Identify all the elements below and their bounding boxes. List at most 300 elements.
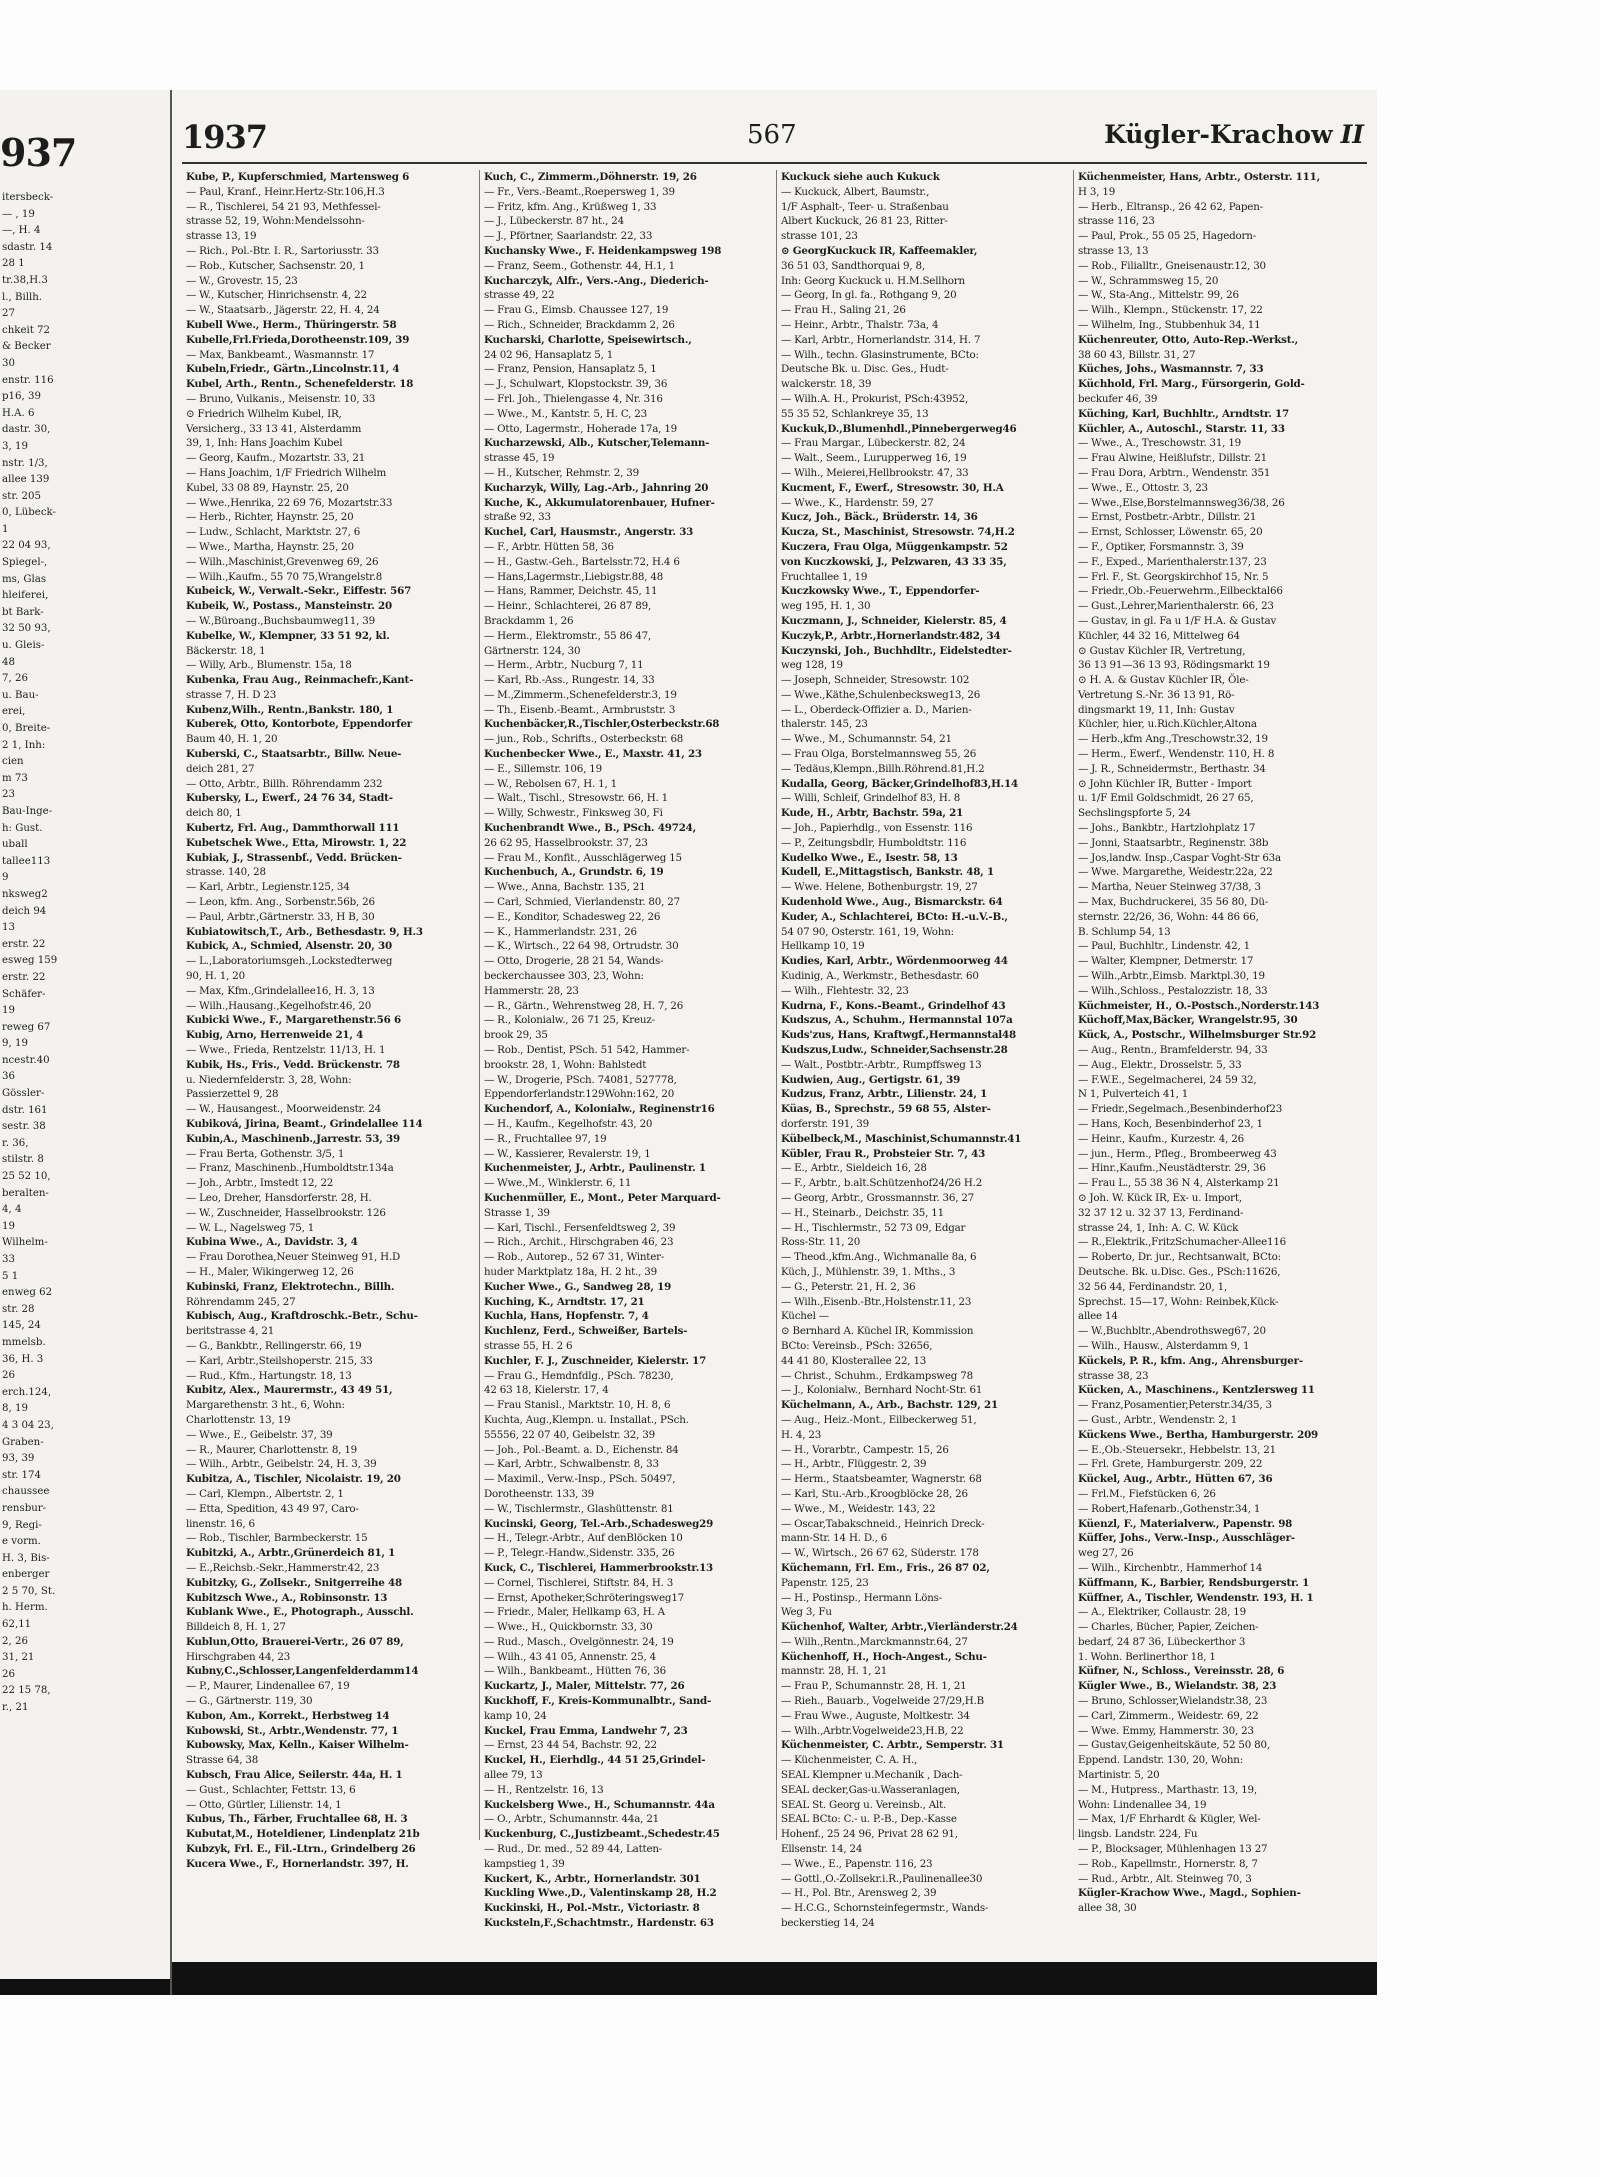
directory-entry-line: — Frau H., Saling 21, 26 [781,304,906,317]
directory-entry-name: Kubutat,M., Hoteldiener, Lindenplatz 21b [186,1828,420,1841]
directory-entry-line: — Ernst, Postbetr.-Arbtr., Dillstr. 21 [1078,511,1257,524]
directory-entry-line: — H., Gastw.-Geh., Bartelsstr.72, H.4 6 [484,555,680,568]
directory-entry-name: Küchmeister, H., O.-Postsch.,Norderstr.143 [1078,999,1320,1012]
directory-entry-line: — Aug., Heiz.-Mont., Eilbeckerweg 51, [781,1413,977,1426]
previous-page-line: chaussee [2,1486,50,1498]
previous-page-line: h: Gust. [2,822,43,834]
directory-entry-line: — Max, Buchdruckerei, 35 56 80, Dü- [1078,896,1269,909]
directory-entry-line: — Carl, Zimmerm., Weidestr. 69, 22 [1078,1709,1259,1722]
directory-entry-name: Kubiatowitsch,T., Arb., Bethesdastr. 9, H.3 [186,925,423,938]
directory-entry-line: strasse. 140, 28 [186,866,266,879]
directory-entry-line: strasse 38, 23 [1078,1369,1149,1382]
directory-entry-line: — Wilh.,Arbtr.,Eimsb. Marktpl.30, 19 [1078,970,1265,983]
directory-entry-name: Kuberski, C., Staatsarbtr., Billw. Neue- [186,748,402,761]
directory-entry-line: — Herm., Arbtr., Nucburg 7, 11 [484,659,644,672]
previous-page-line: 13 [2,922,15,934]
previous-page-line: 3, 19 [2,440,28,452]
directory-columns [182,170,1372,1930]
directory-entry-name: Kublank Wwe., E., Photograph., Ausschl. [186,1606,414,1619]
directory-entry-line: — Tedäus,Klempn.,Billh.Röhrend.81,H.2 [781,762,985,775]
directory-entry-line: — W.,Buchbltr.,Abendrothsweg67, 20 [1078,1325,1266,1338]
previous-page-line: H. 3, Bis- [2,1552,50,1564]
directory-entry-line: Ross-Str. 11, 20 [781,1236,861,1249]
directory-entry-line: — W., Rebolsen 67, H. 1, 1 [484,777,618,790]
directory-entry-line: ⊙ Joh. W. Kück IR, Ex- u. Import, [1078,1191,1242,1204]
directory-entry-name: Kudwien, Aug., Gertigstr. 61, 39 [781,1073,961,1086]
directory-entry-line: Hohenf., 25 24 96, Privat 28 62 91, [781,1828,958,1841]
directory-entry-line: — R., Maurer, Charlottenstr. 8, 19 [186,1443,358,1456]
previous-page-line: deich 94 [2,905,47,917]
directory-entry-name: Kuchansky Wwe., F. Heidenkampsweg 198 [484,244,722,257]
directory-entry-line: mannstr. 28, H. 1, 21 [781,1665,888,1678]
directory-entry-line: — R., Gärtn., Wehrenstweg 28, H. 7, 26 [484,999,684,1012]
directory-entry-line: — R., Kolonialw., 26 71 25, Kreuz- [484,1014,655,1027]
directory-entry-line: — H.C.G., Schornsteinfegermstr., Wands- [781,1902,989,1915]
previous-page-line: 145, 24 [2,1320,41,1332]
directory-entry-line: — Aug., Elektr., Drosselstr. 5, 33 [1078,1058,1242,1071]
directory-entry-line: — R., Fruchtallee 97, 19 [484,1132,607,1145]
directory-entry-line: — Wwe., E., Geibelstr. 37, 39 [186,1428,333,1441]
directory-entry-line: — Frl. F., St. Georgskirchhof 15, Nr. 5 [1078,570,1269,583]
directory-entry-name: Küchoff,Max,Bäcker, Wrangelstr.95, 30 [1078,1014,1298,1027]
directory-entry-name: Kucher Wwe., G., Sandweg 28, 19 [484,1280,672,1293]
directory-entry-line: — Frau L., 55 38 36 N 4, Alsterkamp 21 [1078,1177,1280,1190]
directory-entry-line: — O., Arbtr., Schumannstr. 44a, 21 [484,1813,660,1826]
directory-entry-line: — Wwe.,Henrika, 22 69 76, Mozartstr.33 [186,496,393,509]
directory-entry-line: — Wilh.A. H., Prokurist, PSch:43952, [781,392,969,405]
directory-entry-line: Kudinig, A., Werkmstr., Bethesdastr. 60 [781,970,979,983]
previous-page-line: Graben- [2,1436,44,1448]
directory-entry-line: — Joh., Papierhdlg., von Essenstr. 116 [781,822,973,835]
directory-entry-line: 54 07 90, Osterstr. 161, 19, Wohn: [781,925,954,938]
directory-entry-line: BCto: Vereinsb., PSch: 32656, [781,1339,933,1352]
directory-entry-line: — Wwe., E., Ottostr. 3, 23 [1078,481,1208,494]
directory-entry-line: — Wwe.,M., Winklerstr. 6, 11 [484,1177,632,1190]
directory-entry-line: — Frau G., Eimsb. Chaussee 127, 19 [484,304,669,317]
directory-entry-line: — Friedr.,Segelmach.,Besenbinderhof23 [1078,1103,1283,1116]
directory-entry-line: — Wilh.,Arbtr.Vogelweide23,H.B, 22 [781,1724,964,1737]
previous-page-line: 9, 19 [2,1038,28,1050]
directory-entry-line: — Paul, Prok., 55 05 25, Hagedorn- [1078,230,1256,243]
directory-entry-line: — Karl, Arbtr.,Steilshoperstr. 215, 33 [186,1354,373,1367]
directory-entry-line: B. Schlump 54, 13 [1078,925,1171,938]
directory-entry-line: — Rob., Autorep., 52 67 31, Winter- [484,1251,665,1264]
directory-entry-line: 1. Wohn. Berlinerthor 18, 1 [1078,1650,1216,1663]
previous-page-line: 27 [2,308,15,320]
directory-entry-line: — Heinr., Schlachterei, 26 87 89, [484,600,652,613]
directory-entry-line: Papenstr. 125, 23 [781,1576,869,1589]
directory-entry-line: Küchler, hier, u.Rich.Küchler,Altona [1078,718,1257,731]
previous-page-edge [0,90,172,1995]
directory-entry-line: — F., Arbtr., b.alt.Schützenhof24/26 H.2 [781,1177,983,1190]
directory-entry-line: — Rob., Filialltr., Gneisenaustr.12, 30 [1078,259,1266,272]
previous-page-line: dstr. 161 [2,1104,48,1116]
directory-entry-line: — Frau Wwe., Auguste, Moltkestr. 34 [781,1709,970,1722]
directory-entry-name: Küchemann, Frl. Em., Fris., 26 87 02, [781,1561,990,1574]
directory-entry-line: — Maximil., Verw.-Insp., PSch. 50497, [484,1473,676,1486]
directory-entry-line: — W., Schrammsweg 15, 20 [1078,274,1219,287]
previous-page-line: mmelsb. [2,1336,46,1348]
previous-page-line: 4 3 04 23, [2,1419,54,1431]
directory-entry-line: — jun., Rob., Schrifts., Osterbeckstr. 68 [484,733,684,746]
directory-entry-name: Kucharzewski, Alb., Kutscher,Telemann- [484,437,710,450]
directory-entry-line: u. Niedernfelderstr. 3, 28, Wohn: [186,1073,352,1086]
directory-entry-line: — G., Peterstr. 21, H. 2, 36 [781,1280,916,1293]
directory-entry-name: Kuchenmüller, E., Mont., Peter Marquard- [484,1191,721,1204]
page-header [182,110,1372,160]
directory-entry-name: Kudzus, Franz, Arbtr., Lilienstr. 24, 1 [781,1088,988,1101]
directory-entry-line: lingsb. Landstr. 224, Fu [1078,1828,1198,1841]
directory-entry-line: — Wwe., A., Treschowstr. 31, 19 [1078,437,1242,450]
previous-page-line: Gössler- [2,1088,45,1100]
directory-entry-line: — Paul, Arbtr.,Gärtnerstr. 33, H B, 30 [186,910,375,923]
directory-entry-line: — Rich., Archit., Hirschgraben 46, 23 [484,1236,674,1249]
directory-entry-name: Kubin,A., Maschinenb.,Jarrestr. 53, 39 [186,1132,400,1145]
previous-page-line: uball [2,839,28,851]
directory-entry-line: straße 92, 33 [484,511,551,524]
directory-entry-line: — W., Tischlermstr., Glashüttenstr. 81 [484,1502,674,1515]
directory-entry-line: — Wilh.,Rentn.,Marckmannstr.64, 27 [781,1635,968,1648]
directory-entry-line: — F., Exped., Marienthalerstr.137, 23 [1078,555,1267,568]
directory-entry-name: Kucinski, Georg, Tel.-Arb.,Schadesweg29 [484,1517,714,1530]
directory-entry-line: — M.,Zimmerm.,Schenefelderstr.3, 19 [484,688,677,701]
directory-entry-line: — Rud., Kfm., Hartungstr. 18, 13 [186,1369,352,1382]
directory-entry-line: 36 51 03, Sandthorquai 9, 8, [781,259,925,272]
directory-entry-name: Kubny,C.,Schlosser,Langenfelderdamm14 [186,1665,419,1678]
header-title [1104,120,1364,149]
directory-entry-line: — Leo, Dreher, Hansdorferstr. 28, H. [186,1191,372,1204]
directory-entry-line: — G., Gärtnerstr. 119, 30 [186,1695,313,1708]
directory-entry-line: — H., Telegr.-Arbtr., Auf denBlöcken 10 [484,1532,683,1545]
directory-entry-line: — Kuckuck, Albert, Baumstr., [781,185,930,198]
directory-entry-line: — Walt., Postbtr.-Arbtr., Rumpffsweg 13 [781,1058,982,1071]
directory-entry-name: Kubelle,Frl.Frieda,Dorotheenstr.109, 39 [186,333,410,346]
directory-entry-line: walckerstr. 18, 39 [781,378,872,391]
directory-entry-line: — H., Rentzelstr. 16, 13 [484,1783,604,1796]
directory-entry-line: — H., Arbtr., Flüggestr. 2, 39 [781,1458,927,1471]
previous-page-line: tallee113 [2,855,51,867]
directory-entry-line: — Roberto, Dr. jur., Rechtsanwalt, BCto: [1078,1251,1281,1264]
directory-entry-line: Versicherg., 33 13 41, Alsterdamm [186,422,362,435]
directory-entry-line: ⊙ Gustav Küchler IR, Vertretung, [1078,644,1246,657]
directory-entry-line: — Rob., Kutscher, Sachsenstr. 20, 1 [186,259,365,272]
directory-entry-line: — Wwe.,Käthe,Schulenbecksweg13, 26 [781,688,981,701]
directory-entry-line: — Frau G., Hemdnfdlg., PSch. 78230, [484,1369,674,1382]
previous-page-year: 937 [0,130,77,175]
directory-entry-line: 44 41 80, Klosterallee 22, 13 [781,1354,927,1367]
directory-entry-line: 42 63 18, Kielerstr. 17, 4 [484,1384,609,1397]
directory-entry-name: Kubowski, St., Arbtr.,Wendenstr. 77, 1 [186,1724,399,1737]
directory-entry-line: — Hans, Koch, Besenbinderhof 23, 1 [1078,1118,1263,1130]
directory-entry-name: Kuchenbrandt Wwe., B., PSch. 49724, [484,822,697,835]
previous-page-shadow [0,1979,170,1995]
previous-page-line: bt Bark- [2,606,44,618]
directory-entry-line: — Franz, Seem., Gothenstr. 44, H.1, 1 [484,259,676,272]
directory-entry-line: Ellsenstr. 14, 24 [781,1843,863,1856]
previous-page-line: reweg 67 [2,1021,51,1033]
previous-page-line: 26 [2,1668,15,1680]
directory-entry-line: — Otto, Lagermstr., Hoherade 17a, 19 [484,422,678,435]
directory-entry-line: H 3, 19 [1078,185,1116,198]
directory-entry-line: — J., Kolonialw., Bernhard Nocht-Str. 61 [781,1384,983,1397]
previous-page-line: 19 [2,1220,15,1232]
previous-page-line: enberger [2,1569,50,1581]
directory-entry-line: — Georg, Kaufm., Mozartstr. 33, 21 [186,452,366,465]
previous-page-line: sestr. 38 [2,1121,46,1133]
directory-entry-line: — Heinr., Kaufm., Kurzestr. 4, 26 [1078,1132,1244,1145]
directory-entry-line: — E., Arbtr., Sieldeich 16, 28 [781,1162,927,1175]
previous-page-line: 0, Breite- [2,723,51,734]
directory-entry-name: Kückel, Aug., Arbtr., Hütten 67, 36 [1078,1473,1273,1486]
directory-entry-line: — Wwe., M., Kantstr. 5, H. C, 23 [484,407,647,420]
directory-entry-line: — Ernst, Apotheker,Schröteringsweg17 [484,1591,685,1604]
directory-entry-line: — Johs., Bankbtr., Hartzlohplatz 17 [1078,822,1256,835]
previous-page-line: 7, 26 [2,673,28,685]
directory-entry-name: Küas, B., Sprechstr., 59 68 55, Alster- [781,1103,991,1116]
previous-page-line: stilstr. 8 [2,1154,44,1166]
directory-entry-name: Kubertz, Frl. Aug., Dammthorwall 111 [186,822,400,835]
directory-entry-line: — H., Maler, Wikingerweg 12, 26 [186,1265,354,1278]
previous-page-line: 93, 39 [2,1453,35,1465]
directory-entry-line: — R.,Elektrik.,FritzSchumacher-Allee116 [1078,1236,1287,1249]
directory-entry-line: strasse 116, 23 [1078,215,1155,228]
directory-entry-line: strasse 13, 19 [186,230,257,243]
directory-entry-name: Kudell, E.,Mittagstisch, Bankstr. 48, 1 [781,866,994,879]
previous-page-line: 2 1, Inh: [2,739,46,751]
previous-page-line: str. 28 [2,1303,35,1315]
directory-entry-line: — Gustav,Geigenheitskäute, 52 50 80, [1078,1739,1270,1752]
directory-entry-name: Kuds'zus, Hans, Kraftwgf.,Hermannstal48 [781,1029,1016,1042]
previous-page-line: 26 [2,1370,15,1382]
directory-entry-line: — Heinr., Arbtr., Thalstr. 73a, 4 [781,318,939,331]
previous-page-line: enweg 62 [2,1287,53,1299]
previous-page-line: 48 [2,656,15,668]
directory-entry-line: — Fritz, kfm. Ang., Krüßweg 1, 33 [484,200,657,213]
directory-entry-line: 32 56 44, Ferdinandstr. 20, 1, [1078,1280,1228,1293]
directory-entry-name: Kuczynski, Joh., Buchhdltr., Eidelstedter- [781,644,1012,657]
directory-entry-name: Kuchenbäcker,R.,Tischler,Osterbeckstr.68 [484,718,720,731]
directory-entry-line: SEAL BCto: C.- u. P.-B., Dep.-Kasse [781,1813,957,1826]
directory-entry-line: — Karl, Rb.-Ass., Rungestr. 14, 33 [484,674,655,687]
directory-entry-line: — Karl, Arbtr., Hornerlandstr. 314, H. 7 [781,333,981,346]
directory-entry-name: Kubetschek Wwe., Etta, Mirowstr. 1, 22 [186,836,407,849]
directory-entry-line: — K., Hammerlandstr. 231, 26 [484,925,637,938]
directory-entry-line: — W.,Büroang.,Buchsbaumweg11, 39 [186,614,375,627]
directory-entry-line: mann-Str. 14 H. D., 6 [781,1532,888,1545]
directory-entry-line: — Willi, Schleif, Grindelhof 83, H. 8 [781,792,961,805]
directory-entry-line: Deutsche Bk. u. Disc. Ges., Hudt- [781,363,949,376]
previous-page-line: dastr. 30, [2,424,51,436]
directory-entry-line: — Wilh., Meierei,Hellbrookstr. 47, 33 [781,466,969,479]
directory-entry-line: strasse 24, 1, Inh: A. C. W. Kück [1078,1221,1239,1234]
previous-page-line: H.A. 6 [2,407,35,419]
directory-entry-line: Charlottenstr. 13, 19 [186,1413,291,1426]
directory-entry-line: — Frau M., Konfit., Ausschlägerweg 15 [484,851,682,864]
directory-entry-line: — Georg, Arbtr., Grossmannstr. 36, 27 [781,1191,975,1204]
directory-entry-name: Kubowsky, Max, Kelln., Kaiser Wilhelm- [186,1739,409,1752]
directory-entry-line: — Wilhelm, Ing., Stubbenhuk 34, 11 [1078,318,1261,331]
directory-entry-line: — Frau Berta, Gothenstr. 3/5, 1 [186,1147,345,1160]
previous-page-line: str. 174 [2,1469,41,1481]
directory-entry-line: Röhrendamm 245, 27 [186,1295,296,1308]
previous-page-line: 28 1 [2,258,25,270]
previous-page-line: esweg 159 [2,955,58,967]
directory-entry-line: weg 27, 26 [1078,1547,1134,1560]
directory-entry-name: Kuczyk,P., Arbtr.,Hornerlandstr.482, 34 [781,629,1001,642]
directory-entry-name: Kuchla, Hans, Hopfenstr. 7, 4 [484,1310,649,1323]
directory-entry-line: — W., Kassierer, Revalerstr. 19, 1 [484,1147,651,1160]
directory-entry-line: — J., Pförtner, Saarlandstr. 22, 33 [484,230,653,243]
directory-entry-name: Kubitzky, G., Zollsekr., Snitgerreihe 48 [186,1576,402,1589]
directory-entry-line: strasse 52, 19, Wohn:Mendelssohn- [186,215,365,228]
directory-entry-line: Inh: Georg Kuckuck u. H.M.Sellhorn [781,274,965,287]
directory-entry-line: SEAL Klempner u.Mechanik , Dach- [781,1769,963,1782]
directory-entry-line: — W., Staatsarb., Jägerstr. 22, H. 4, 24 [186,304,380,317]
directory-entry-line: — H., Kutscher, Rehmstr. 2, 39 [484,466,639,479]
previous-page-line: 36, H. 3 [2,1353,44,1365]
directory-entry-line: — Theod.,kfm.Ang., Wichmanalle 8a, 6 [781,1251,977,1264]
directory-entry-line: — Martha, Neuer Steinweg 37/38, 3 [1078,881,1261,894]
directory-entry-line: — F., Arbtr. Hütten 58, 36 [484,540,614,553]
directory-entry-name: Kude, H., Arbtr, Bachstr. 59a, 21 [781,807,964,820]
directory-entry-line: — Fr., Vers.-Beamt.,Roepersweg 1, 39 [484,185,675,198]
column-1 [182,170,470,1870]
directory-entry-line: Gärtnerstr. 124, 30 [484,644,581,657]
directory-entry-line: N 1, Pulverteich 41, 1 [1078,1088,1189,1101]
header-range: Kügler-Krachow [1104,120,1333,149]
directory-entry-line: — H., Steinarb., Deichstr. 35, 11 [781,1206,945,1219]
directory-entry-line: — Hinr.,Kaufm.,Neustädterstr. 29, 36 [1078,1162,1266,1175]
previous-page-text [2,190,162,1717]
directory-entry-line: — Otto, Drogerie, 28 21 54, Wands- [484,955,664,968]
directory-entry-line: — Wwe., M., Schumannstr. 54, 21 [781,733,952,746]
directory-entry-name: Küfner, N., Schloss., Vereinsstr. 28, 6 [1078,1665,1285,1678]
page-number: 567 [747,120,797,150]
directory-entry-line: — Charles, Bücher, Papier, Zeichen- [1078,1621,1259,1634]
directory-entry-line: Billdeich 8, H. 1, 27 [186,1621,286,1634]
directory-entry-line: — Wilh., Hausw., Alsterdamm 9, 1 [1078,1339,1250,1352]
directory-entry-line: — Frl. Grete, Hamburgerstr. 209, 22 [1078,1458,1263,1471]
directory-entry-line: — E., Konditor, Schadesweg 22, 26 [484,910,661,923]
directory-entry-name: Kuckartz, J., Maler, Mittelstr. 77, 26 [484,1680,685,1693]
directory-entry-line: strasse 13, 13 [1078,244,1149,257]
previous-page-line: r., 21 [2,1702,29,1714]
column-4 [1073,170,1362,1915]
previous-page-line: —, H. 4 [2,225,41,237]
previous-page-line: itersbeck- [2,192,54,203]
directory-entry-name: Kucharzyk, Willy, Lag.-Arb., Jahnring 20 [484,481,709,494]
directory-entry-line: — Friedr.,Ob.-Feuerwehrm.,Eilbecktal66 [1078,585,1283,598]
directory-entry-line: — Ernst, 23 44 54, Bachstr. 92, 22 [484,1739,657,1752]
directory-entry-name: Kügler-Krachow Wwe., Magd., Sophien- [1078,1887,1301,1900]
directory-entry-line: beckufer 46, 39 [1078,392,1158,405]
directory-entry-line: — Friedr., Maler, Hellkamp 63, H. A [484,1606,665,1619]
directory-entry-line: u. 1/F Emil Goldschmidt, 26 27 65, [1078,792,1254,805]
directory-entry-line: 90, H. 1, 20 [186,970,245,983]
directory-entry-line: — Rich., Schneider, Brackdamm 2, 26 [484,318,675,331]
directory-entry-line: Strasse 64, 38 [186,1754,259,1767]
directory-entry-line: — Aug., Rentn., Bramfelderstr. 94, 33 [1078,1044,1268,1057]
directory-entry-line: — Wwe., H., Quickbornstr. 33, 30 [484,1621,653,1634]
directory-entry-name: Kuck, C., Tischlerei, Hammerbrookstr.13 [484,1561,714,1574]
directory-entry-line: — Wwe.,Else,Borstelmannsweg36/38, 26 [1078,496,1285,509]
directory-entry-line: — Frau Olga, Borstelmannsweg 55, 26 [781,748,977,761]
directory-entry-line: — Christ., Schuhm., Erdkampsweg 78 [781,1369,973,1382]
directory-entry-name: Küchenhoff, H., Hoch-Angest., Schu- [781,1650,987,1663]
directory-entry-line: Wohn: Lindenallee 34, 19 [1078,1798,1207,1811]
directory-entry-line: ⊙ John Küchler IR, Butter - Import [1078,777,1252,790]
directory-entry-name: Kuching, K., Arndtstr. 17, 21 [484,1295,645,1308]
header-section: II [1340,120,1364,149]
directory-entry-name: Kügler Wwe., B., Wielandstr. 38, 23 [1078,1680,1277,1693]
directory-entry-name: Kuckelsberg Wwe., H., Schumannstr. 44a [484,1798,715,1811]
directory-entry-line: — Hans Joachim, 1/F Friedrich Wilhelm [186,466,387,479]
directory-entry-line: — Wilh.,Eisenb.-Btr.,Holstenstr.11, 23 [781,1295,972,1308]
directory-entry-line: — W. L., Nagelsweg 75, 1 [186,1221,315,1234]
directory-entry-name: Kuckhoff, F., Kreis-Kommunalbtr., Sand- [484,1695,712,1708]
directory-entry-line: — Wilh., Bankbeamt., Hütten 76, 36 [484,1665,666,1678]
directory-entry-line: Bäckerstr. 18, 1 [186,644,266,657]
directory-entry-line: — G., Bankbtr., Rellingerstr. 66, 19 [186,1339,362,1352]
previous-page-line: 4, 4 [2,1204,22,1216]
directory-entry-line: Vertretung S.-Nr. 36 13 91, Rö- [1078,688,1235,701]
previous-page-line: Wilhelm- [2,1237,48,1249]
previous-page-line: Spiegel-, [2,557,48,569]
directory-entry-line: Martinistr. 5, 20 [1078,1769,1160,1782]
previous-page-line: l., Billh. [2,291,43,303]
directory-entry-line: — J., Lübeckerstr. 87 ht., 24 [484,215,624,228]
directory-entry-line: — W., Zuschneider, Hasselbrookstr. 126 [186,1206,386,1219]
directory-entry-name: Kubiak, J., Strassenbf., Vedd. Brücken- [186,851,402,864]
previous-page-line: 19 [2,1005,15,1017]
directory-entry-line: — Carl, Klempn., Albertstr. 2, 1 [186,1487,344,1500]
directory-entry-name: Kübler, Frau R., Probsteier Str. 7, 43 [781,1147,986,1160]
directory-entry-line: — Paul, Kranf., Heinr.Hertz-Str.106,H.3 [186,185,385,198]
directory-entry-name: Kuchel, Carl, Hausmstr., Angerstr. 33 [484,526,694,539]
directory-entry-line: — Rud., Arbtr., Alt. Steinweg 70, 3 [1078,1872,1252,1885]
directory-entry-name: Kuckuck siehe auch Kukuck [781,171,940,183]
directory-entry-line: 24 02 96, Hansaplatz 5, 1 [484,348,614,361]
directory-entry-line: — Walt., Seem., Lurupperweg 16, 19 [781,452,967,465]
directory-entry-line: Küch, J., Mühlenstr. 39, 1. Mths., 3 [781,1265,956,1278]
directory-entry-line: beckerchaussee 303, 23, Wohn: [484,970,644,983]
directory-entry-line: — Frau Dorothea,Neuer Steinweg 91, H.D [186,1251,401,1264]
directory-entry-line: Passierzettel 9, 28 [186,1088,279,1101]
directory-entry-line: Brackdamm 1, 26 [484,614,574,627]
previous-page-line: & Becker [2,341,51,353]
directory-entry-line: — H., Vorarbtr., Campestr. 15, 26 [781,1443,949,1456]
directory-entry-name: Kuczkowsky Wwe., T., Eppendorfer- [781,585,980,598]
directory-entry-line: — P., Zeitungsbdlr, Humboldtstr. 116 [781,836,967,849]
directory-entry-line: — Leon, kfm. Ang., Sorbenstr.56b, 26 [186,896,375,909]
directory-entry-name: Kuche, K., Akkumulatorenbauer, Hufner- [484,496,715,509]
directory-entry-line: — Wwe. Margarethe, Weidestr.22a, 22 [1078,866,1273,879]
directory-entry-name: Küchelmann, A., Arb., Bachstr. 129, 21 [781,1399,998,1412]
directory-entry-line: — Wilh., 43 41 05, Annenstr. 25, 4 [484,1650,656,1663]
directory-entry-line: SEAL St. Georg u. Vereinsb., Alt. [781,1798,947,1811]
directory-entry-line: — Wilh., Flehtestr. 32, 23 [781,984,909,997]
directory-entry-line: — Bruno, Schlosser,Wielandstr.38, 23 [1078,1695,1268,1708]
directory-entry-line: Eppend. Landstr. 130, 20, Wohn: [1078,1754,1243,1767]
directory-entry-line: allee 79, 13 [484,1769,543,1782]
column-2 [479,170,768,1930]
directory-entry-name: Kubicki Wwe., F., Margarethenstr.56 6 [186,1014,401,1027]
directory-entry-line: — Karl, Tischl., Fersenfeldtsweg 2, 39 [484,1221,676,1234]
directory-entry-name: von Kuczkowski, J., Pelzwaren, 43 33 35, [781,555,1007,568]
directory-entry-line: strasse 49, 22 [484,289,555,302]
directory-entry-line: — Jonni, Staatsarbtr., Reginenstr. 38b [1078,836,1269,849]
directory-entry-line: — J. R., Schneidermstr., Berthastr. 34 [1078,762,1266,775]
